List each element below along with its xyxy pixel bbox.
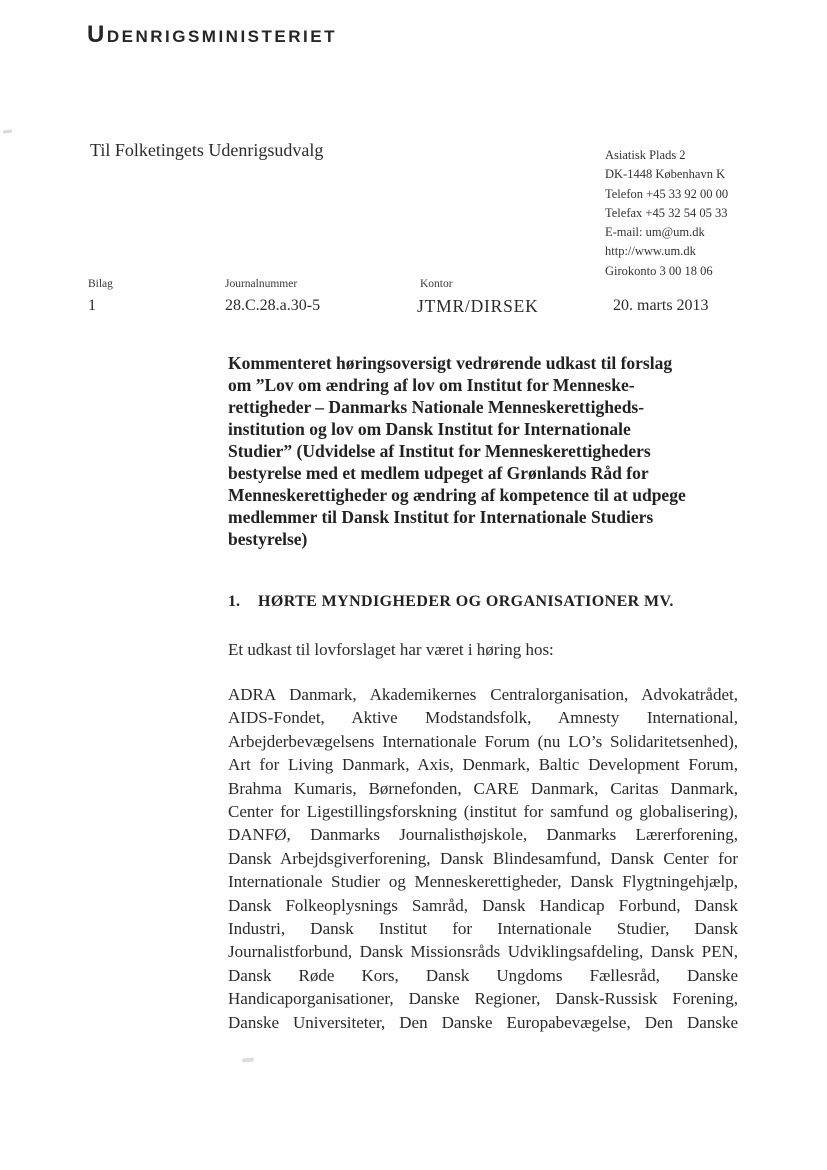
paragraph-line: Danske Universiteter, Den Danske Europabevægelse, Den Danske — [228, 1012, 738, 1032]
paragraph-line: Brahma Kumaris, Børnefonden, CARE Danmark, Caritas Danmark, — [228, 778, 738, 798]
address-email: E-mail: um@um.dk — [605, 225, 705, 240]
paragraph-line: Handicaporganisationer, Danske Regioner, Dansk-Russisk Forening, — [228, 989, 738, 1009]
journalnummer-value: 28.C.28.a.30-5 — [225, 297, 321, 314]
hearing-intro-line: Et udkast til lovforslaget har været i høring hos: — [228, 640, 554, 659]
scan-artifact — [242, 1057, 254, 1062]
subject-line: medlemmer til Dansk Institut for Internationale Studiers — [228, 507, 654, 527]
kontor-label: Kontor — [420, 278, 453, 290]
paragraph-line: Center for Ligestillingsforskning (institut for samfund og globalisering), — [228, 802, 738, 822]
subject-line: Studier” (Udvidelse af Institut for Menneskerettigheders — [228, 441, 651, 461]
paragraph-line: Dansk Røde Kors, Dansk Ungdoms Fællesråd, Danske — [228, 965, 738, 985]
subject-line: bestyrelse med et medlem udpeget af Grønlands Råd for — [228, 463, 649, 483]
subject-line: bestyrelse) — [228, 529, 308, 549]
paragraph-line: Dansk Arbejdsgiverforening, Dansk Blindesamfund, Dansk Center for — [228, 848, 738, 868]
section-1-title: HØRTE MYNDIGHEDER OG ORGANISATIONER MV. — [258, 593, 674, 610]
paragraph-line: Dansk Folkeoplysnings Samråd, Dansk Handicap Forbund, Dansk — [228, 895, 738, 915]
address-street: Asiatisk Plads 2 — [605, 148, 686, 162]
paragraph-line: Journalistforbund, Dansk Missionsråds Udviklingsafdeling, Dansk PEN, — [228, 942, 738, 962]
section-1-heading — [228, 593, 750, 611]
subject-line: Kommenteret høringsoversigt vedrørende udkast til forslag — [228, 353, 673, 373]
sender-address-block — [605, 146, 728, 281]
address-giro: Girokonto 3 00 18 06 — [605, 263, 713, 278]
subject-line: institution og lov om Dansk Institut for Internationale — [228, 419, 631, 439]
ministry-letterhead: Udenrigsministeriet — [87, 21, 337, 48]
paragraph-line: Art for Living Danmark, Axis, Denmark, Baltic Development Forum, — [228, 755, 738, 775]
subject-line: rettigheder – Danmarks Nationale Menneskerettigheds- — [228, 397, 645, 417]
subject-line: om ”Lov om ændring af lov om Institut for Menneske- — [228, 375, 635, 395]
paragraph-line: Arbejderbevægelsens Internationale Forum (nu LO’s Solidaritetsenhed), — [228, 731, 738, 751]
subject-heading — [228, 352, 750, 550]
bilag-label: Bilag — [88, 278, 113, 290]
paragraph-line: ADRA Danmark, Akademikernes Centralorganisation, Advokatrådet, — [228, 685, 738, 704]
address-city: DK-1448 København K — [605, 167, 726, 182]
paragraph-line: DANFØ, Danmarks Journalisthøjskole, Danmarks Lærerforening, — [228, 825, 738, 845]
section-1-number: 1. — [228, 593, 240, 610]
kontor-value: JTMR/DIRSEK — [417, 296, 539, 316]
paragraph-line: Internationale Studier og Menneskerettigheder, Dansk Flygtningehjælp, — [228, 872, 738, 892]
journalnummer-label: Journalnummer — [225, 278, 298, 290]
subject-line: Menneskerettigheder og ændring af kompetence til at udpege — [228, 485, 686, 505]
scan-artifact — [3, 129, 12, 133]
recipient-line: Til Folketingets Udenrigsudvalg — [90, 140, 324, 160]
address-website: http://www.um.dk — [605, 244, 696, 259]
address-phone: Telefon +45 33 92 00 00 — [605, 186, 729, 201]
hearing-organisations-paragraph — [228, 683, 738, 1034]
document-date: 20. marts 2013 — [613, 297, 709, 314]
bilag-value: 1 — [88, 297, 96, 314]
paragraph-line: Industri, Dansk Institut for Internationale Studier, Dansk — [228, 919, 738, 939]
paragraph-line: AIDS-Fondet, Aktive Modstandsfolk, Amnesty International, — [228, 708, 738, 728]
address-fax: Telefax +45 32 54 05 33 — [605, 205, 728, 220]
